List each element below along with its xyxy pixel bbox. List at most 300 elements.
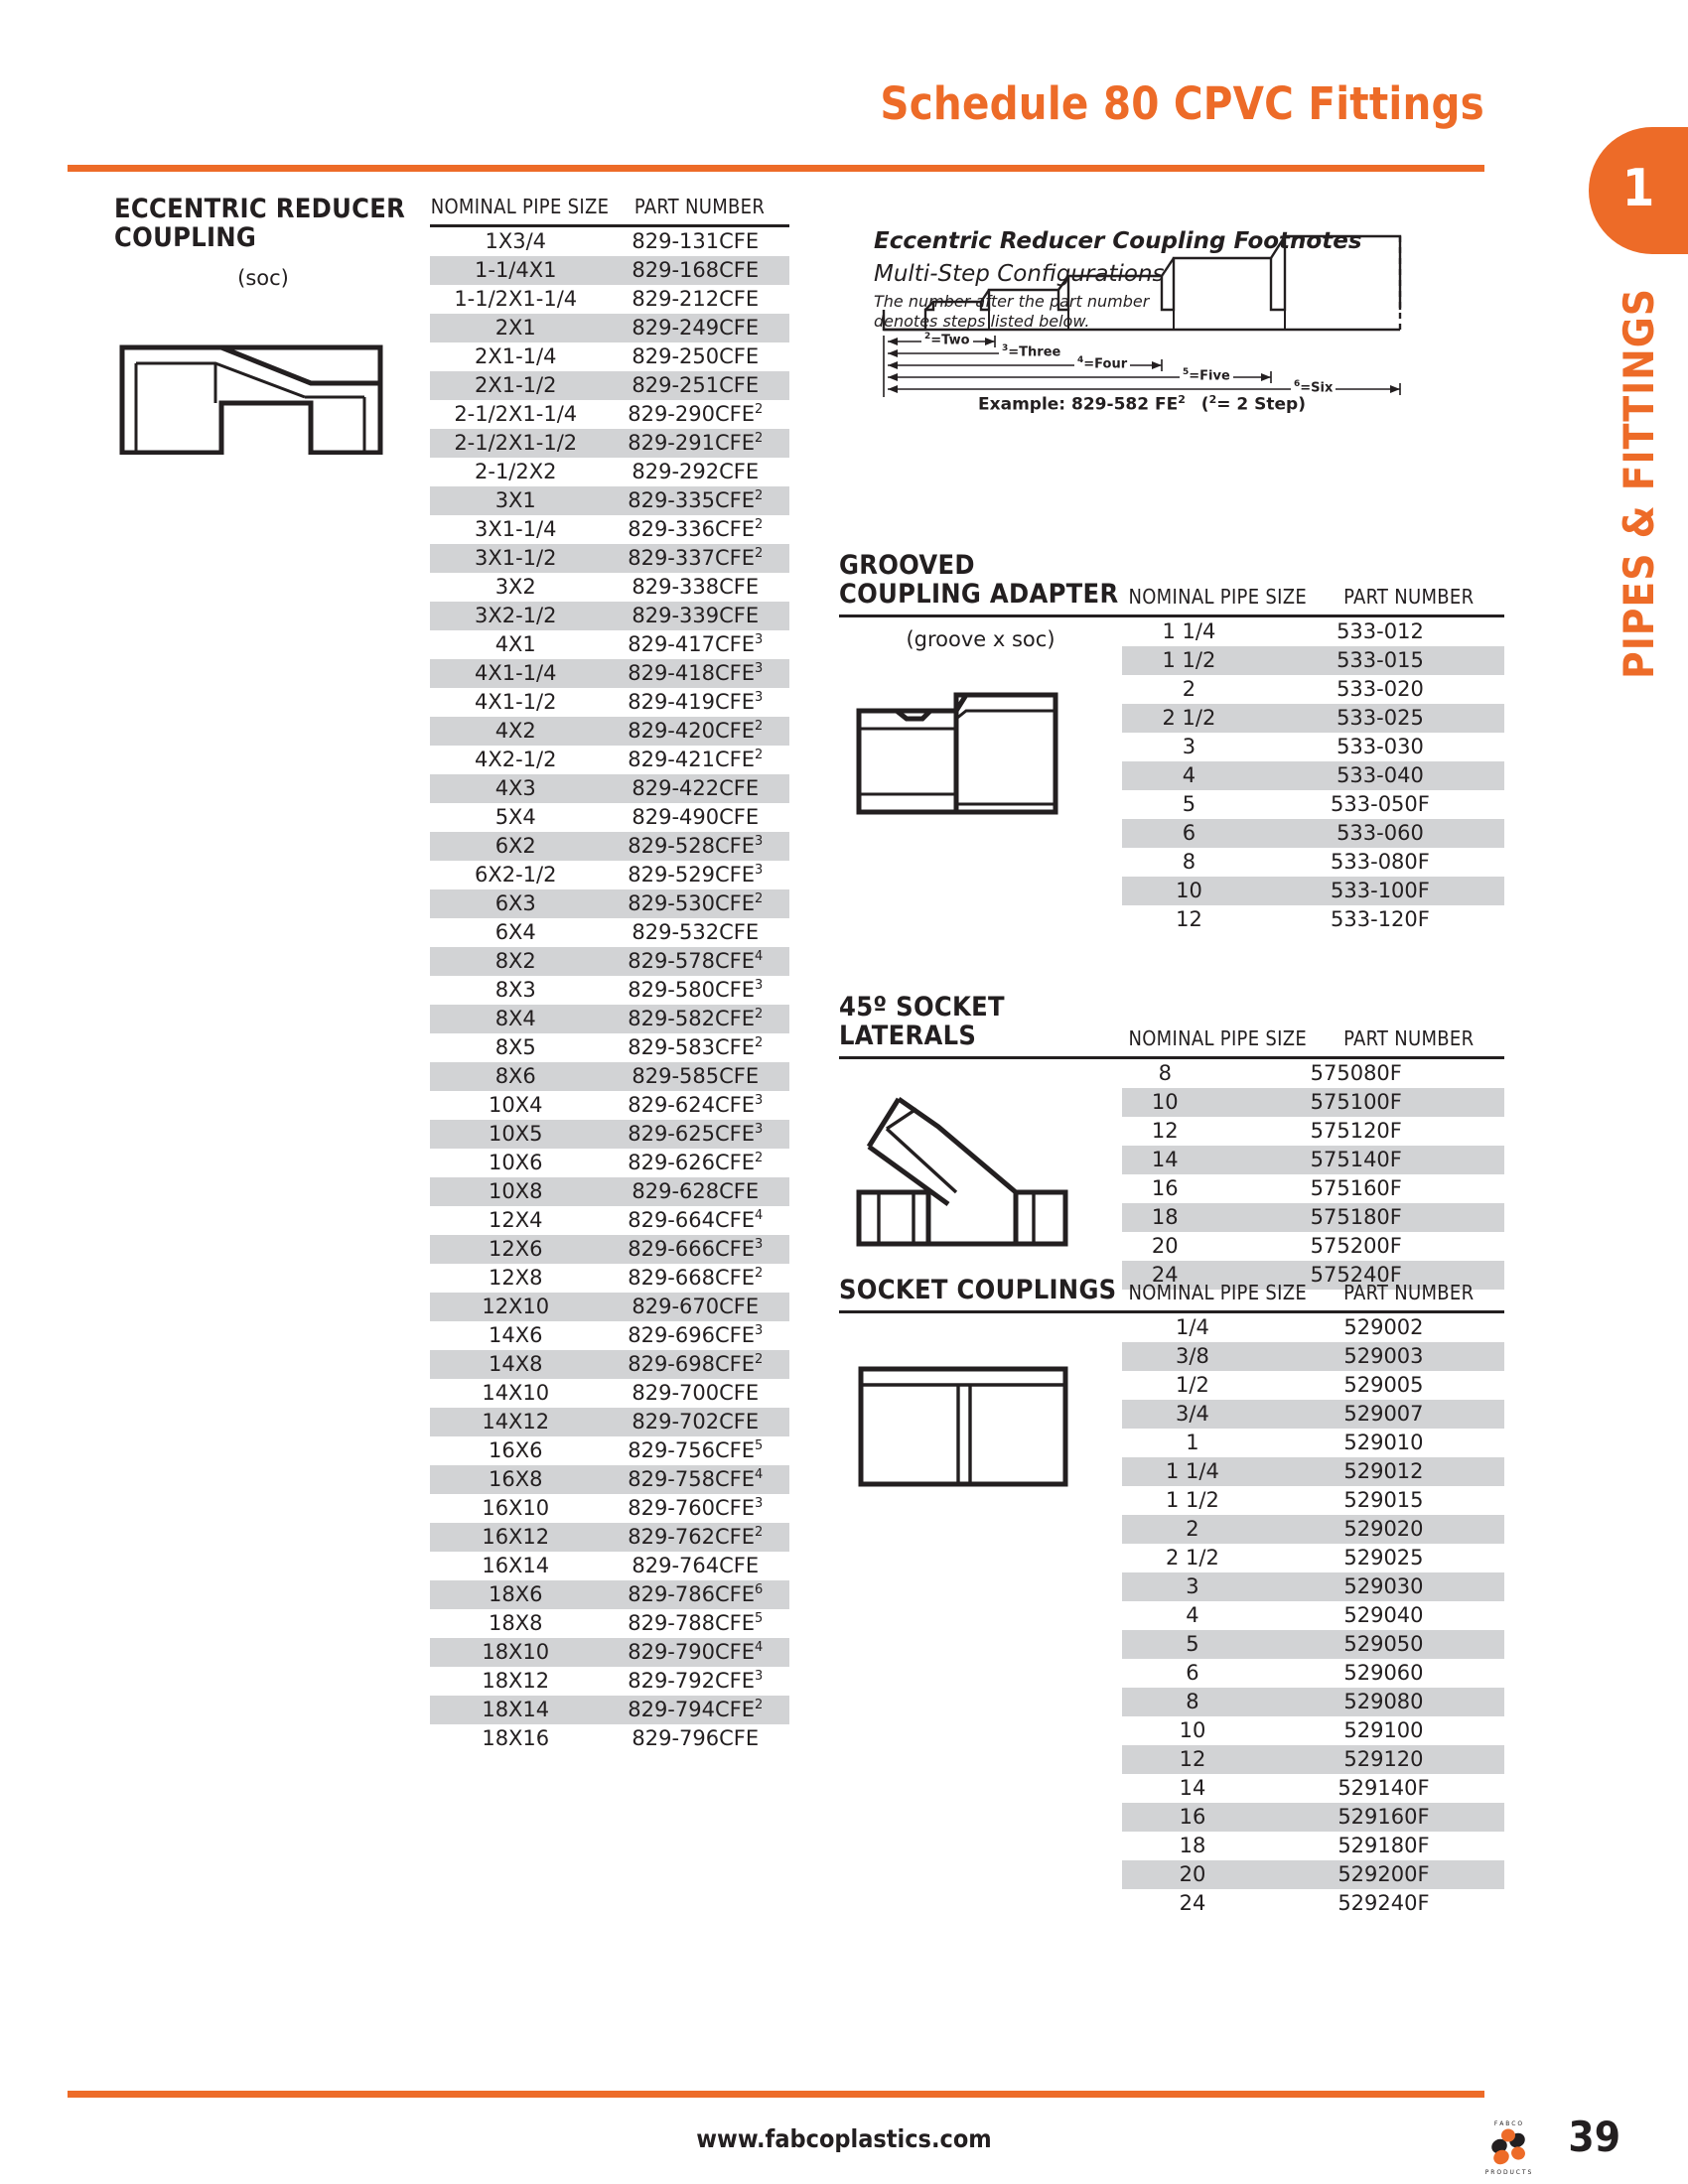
cell-nominal-pipe-size: 10X8 [430, 1177, 602, 1206]
cell-part-number: 829-670CFE [602, 1293, 790, 1321]
cell-nominal-pipe-size: 4 [1186, 1603, 1199, 1628]
cell-nominal-pipe-size: 14 [1122, 1146, 1208, 1174]
table-row [430, 774, 789, 803]
cell-nominal-pipe-size: 20 [1151, 1234, 1179, 1259]
cell-nominal-pipe-size: 1-1/4X1 [430, 256, 602, 285]
cell-part-number: 829-666CFE$^3$ [602, 1235, 790, 1264]
eccentric-reducer-heading-block [114, 195, 412, 290]
cell-nominal-pipe-size: 3 [1182, 735, 1196, 759]
table-row [430, 314, 789, 342]
cell-nominal-pipe-size: 24 [1122, 1261, 1208, 1290]
logo-bottom-text: P R O D U C T S [1484, 2169, 1532, 2176]
socket-couplings-drawing [839, 1339, 1122, 1502]
cell-nominal-pipe-size: 18X6 [430, 1580, 602, 1609]
table-row [430, 1293, 789, 1321]
table-row [1122, 877, 1504, 905]
cell-nominal-pipe-size: 1 1/2 [1122, 646, 1256, 675]
cell-part-number: 829-532CFE [632, 920, 760, 944]
cell-part-number: 829-490CFE [632, 805, 760, 829]
footnote-marker: 2 [754, 1035, 764, 1050]
cell-nominal-pipe-size: 12 [1122, 1745, 1263, 1774]
table-row [430, 1235, 789, 1264]
cell-part-number: 829-131CFE [632, 229, 760, 253]
footnote-marker: 2 [754, 546, 764, 561]
cell-nominal-pipe-size: 5X4 [494, 805, 536, 829]
cell-nominal-pipe-size: 16X10 [482, 1496, 550, 1520]
cell-part-number: 575240F [1208, 1261, 1505, 1290]
table-row [1122, 1232, 1504, 1261]
footnotes-body-line1: The number after the part number [874, 292, 1150, 311]
example-paren-open: ( [1200, 394, 1209, 415]
cell-nominal-pipe-size: 2 [1122, 1515, 1263, 1544]
footnotes-subtitle: Multi-Step Configurations [874, 261, 1165, 287]
cell-part-number: 829-758CFE$^4$ [602, 1465, 790, 1494]
eccentric-reducer-table [430, 227, 789, 1753]
cell-part-number: 575160F [1310, 1176, 1402, 1201]
cell-nominal-pipe-size: 12X4 [489, 1208, 543, 1232]
footnote-marker: 2 [754, 1698, 764, 1712]
cell-part-number: 575080F [1310, 1061, 1402, 1086]
cell-nominal-pipe-size: 2X1 [430, 314, 602, 342]
cell-part-number: 529030 [1263, 1572, 1504, 1601]
cell-nominal-pipe-size: 10 [1122, 877, 1256, 905]
table-row [1122, 617, 1504, 646]
footnote-marker: 3 [754, 1093, 764, 1108]
footnotes-body-line2: denotes steps listed below. [874, 312, 1090, 332]
table-row [430, 1523, 789, 1552]
table-row [1122, 1716, 1504, 1745]
table-row [430, 544, 789, 573]
cell-part-number: 829-418CFE$^3$ [602, 659, 790, 688]
table-row [430, 1436, 789, 1465]
table-row [430, 1408, 789, 1436]
cell-nominal-pipe-size: 2-1/2X1-1/2 [430, 429, 602, 458]
cell-nominal-pipe-size: 12X8 [489, 1266, 543, 1290]
cell-part-number: 575100F [1208, 1088, 1505, 1117]
footnotes-title: Eccentric Reducer Coupling Footnotes [874, 228, 1362, 254]
step-superscript: 2 [924, 332, 931, 341]
cell-nominal-pipe-size: 14 [1179, 1776, 1206, 1801]
table-row [1122, 1601, 1504, 1630]
cell-part-number: 529240F [1337, 1891, 1430, 1916]
footnote-marker: 3 [754, 1237, 764, 1252]
table-row [430, 688, 789, 717]
cell-part-number: 829-762CFE$^2$ [602, 1523, 790, 1552]
footnote-marker: 2 [754, 1007, 764, 1022]
eccentric-reducer-column-headers [430, 195, 789, 218]
grooved-column-header-nominal-pipe-size: NOMINAL PIPE SIZE [1128, 585, 1308, 610]
section-tab-number: 1 [1621, 159, 1655, 218]
table-row [430, 1206, 789, 1235]
footnote-marker: 3 [754, 863, 764, 878]
footnote-marker: 2 [754, 1151, 764, 1165]
table-row [1122, 1400, 1504, 1429]
cell-nominal-pipe-size: 8X5 [494, 1035, 536, 1059]
cell-nominal-pipe-size: 3 [1122, 1572, 1263, 1601]
step-label [921, 332, 973, 347]
example-superscript: 2 [1178, 393, 1186, 406]
section-tab-badge [1589, 127, 1688, 254]
cell-part-number: 829-339CFE [602, 602, 790, 630]
cell-nominal-pipe-size: 2X1-1/2 [430, 371, 602, 400]
cell-nominal-pipe-size: 3X1-1/4 [475, 517, 557, 541]
cell-nominal-pipe-size: 12 [1151, 1119, 1179, 1144]
table-row [430, 285, 789, 314]
cell-part-number: 829-583CFE$^2$ [628, 1035, 764, 1059]
cell-nominal-pipe-size: 12X10 [430, 1293, 602, 1321]
table-row [430, 1667, 789, 1696]
table-row [430, 1350, 789, 1379]
cell-nominal-pipe-size: 18 [1179, 1834, 1206, 1858]
cell-nominal-pipe-size: 1/2 [1176, 1373, 1209, 1398]
footnote-marker: 5 [754, 1438, 764, 1453]
fabco-logo [1477, 2116, 1539, 2182]
cell-part-number: 829-212CFE [632, 287, 760, 311]
cell-nominal-pipe-size: 1X3/4 [485, 229, 547, 253]
cell-part-number: 829-528CFE$^3$ [602, 832, 790, 861]
footnote-marker: 3 [754, 1122, 764, 1137]
cell-nominal-pipe-size: 4X3 [430, 774, 602, 803]
cell-part-number: 529140F [1337, 1776, 1430, 1801]
table-row [430, 1580, 789, 1609]
cell-part-number: 829-585CFE [602, 1062, 790, 1091]
table-row [430, 1264, 789, 1293]
cell-part-number: 829-421CFE$^2$ [628, 748, 764, 771]
cell-nominal-pipe-size: 4X1 [494, 632, 536, 656]
cell-part-number: 829-291CFE$^2$ [602, 429, 790, 458]
cell-part-number: 529180F [1337, 1834, 1430, 1858]
footnote-marker: 3 [754, 1496, 764, 1511]
cell-nominal-pipe-size: 10 [1179, 1718, 1206, 1743]
table-row [1122, 733, 1504, 761]
cell-nominal-pipe-size: 6X4 [494, 920, 536, 944]
cell-part-number: 829-702CFE [602, 1408, 790, 1436]
cell-nominal-pipe-size: 3/8 [1122, 1342, 1263, 1371]
cell-part-number: 533-100F [1256, 877, 1504, 905]
table-row [1122, 819, 1504, 848]
table-row [1122, 1457, 1504, 1486]
table-row [430, 803, 789, 832]
header-rule [68, 165, 1484, 172]
cell-part-number: 829-249CFE [602, 314, 790, 342]
logo-top-text: F A B C O [1493, 2120, 1523, 2127]
laterals-column-header-nominal-pipe-size: NOMINAL PIPE SIZE [1128, 1026, 1308, 1051]
section-tab [1589, 127, 1688, 679]
table-row [430, 1494, 789, 1523]
cell-nominal-pipe-size: 3X2-1/2 [430, 602, 602, 630]
cell-part-number: 829-422CFE [602, 774, 790, 803]
cell-nominal-pipe-size: 4X2-1/2 [475, 748, 557, 771]
cell-nominal-pipe-size: 3X1-1/2 [430, 544, 602, 573]
cell-nominal-pipe-size: 6X2-1/2 [475, 863, 557, 887]
cell-nominal-pipe-size: 12X6 [430, 1235, 602, 1264]
table-row [430, 342, 789, 371]
cell-nominal-pipe-size: 14X10 [482, 1381, 550, 1405]
cell-part-number: 829-419CFE$^3$ [628, 690, 764, 714]
cell-nominal-pipe-size: 3X2 [494, 575, 536, 599]
cell-part-number: 529012 [1263, 1457, 1504, 1486]
cell-nominal-pipe-size: 10X4 [489, 1093, 543, 1117]
step-superscript: 5 [1183, 367, 1190, 377]
footnote-marker: 2 [754, 1266, 764, 1281]
cell-part-number: 529100 [1343, 1718, 1424, 1743]
table-row [430, 1465, 789, 1494]
cell-part-number: 529025 [1343, 1546, 1424, 1570]
table-row [430, 400, 789, 429]
footnote-marker: 4 [754, 1467, 764, 1482]
cell-part-number: 829-582CFE$^2$ [602, 1005, 790, 1033]
cell-part-number: 533-080F [1331, 850, 1430, 875]
cell-part-number: 829-668CFE$^2$ [628, 1266, 764, 1290]
cell-part-number: 829-698CFE$^2$ [602, 1350, 790, 1379]
cell-nominal-pipe-size: 2 [1182, 677, 1196, 702]
table-row [430, 515, 789, 544]
cell-part-number: 529160F [1263, 1803, 1504, 1832]
table-row [430, 1091, 789, 1120]
table-row [430, 717, 789, 746]
cell-part-number: 529007 [1263, 1400, 1504, 1429]
cell-part-number: 529002 [1343, 1315, 1424, 1340]
cell-nominal-pipe-size: 2-1/2X1-1/4 [454, 402, 578, 426]
cell-part-number: 829-786CFE$^6$ [602, 1580, 790, 1609]
footnote-marker: 2 [754, 488, 764, 503]
cell-part-number: 529080 [1263, 1688, 1504, 1716]
socket-laterals-section [839, 993, 1504, 1290]
table-row [430, 602, 789, 630]
table-row [1122, 1889, 1504, 1918]
footer-url[interactable]: www.fabcoplastics.com [696, 2124, 992, 2153]
cell-nominal-pipe-size: 16X12 [430, 1523, 602, 1552]
footnote-marker: 5 [754, 1611, 764, 1626]
footnote-marker: 3 [754, 661, 764, 676]
cell-part-number: 829-530CFE$^2$ [602, 889, 790, 918]
socket-couplings-table [1122, 1313, 1504, 1918]
footnotes-body [874, 292, 1172, 332]
cell-nominal-pipe-size: 1 1/2 [1166, 1488, 1219, 1513]
cell-part-number: 829-790CFE$^4$ [602, 1638, 790, 1667]
table-row [1122, 1860, 1504, 1889]
cell-nominal-pipe-size: 4X1-1/4 [430, 659, 602, 688]
table-row [430, 486, 789, 515]
table-row [430, 429, 789, 458]
table-row [430, 630, 789, 659]
cell-part-number: 829-338CFE [632, 575, 760, 599]
cell-nominal-pipe-size: 8 [1158, 1061, 1172, 1086]
table-row [430, 371, 789, 400]
cell-part-number: 575140F [1208, 1146, 1505, 1174]
cell-nominal-pipe-size: 1 1/4 [1162, 619, 1216, 644]
socket-couplings-section [839, 1276, 1504, 1918]
cell-nominal-pipe-size: 10X5 [430, 1120, 602, 1149]
cell-part-number: 829-696CFE$^3$ [628, 1323, 764, 1347]
grooved-coupling-adapter-table [1122, 617, 1504, 934]
step-text: =Two [930, 333, 970, 348]
table-row [430, 256, 789, 285]
cell-part-number: 829-420CFE$^2$ [602, 717, 790, 746]
table-row [430, 1005, 789, 1033]
footnote-marker: 3 [754, 1669, 764, 1684]
table-row [1122, 1630, 1504, 1659]
footnote-marker: 3 [754, 834, 764, 849]
eccentric-reducer-title-line2: COUPLING [114, 222, 257, 254]
table-row [1122, 1803, 1504, 1832]
table-row [430, 746, 789, 774]
cell-part-number: 575180F [1208, 1203, 1505, 1232]
cell-part-number: 829-290CFE$^2$ [628, 402, 764, 426]
cell-part-number: 529200F [1263, 1860, 1504, 1889]
table-row [430, 1609, 789, 1638]
cell-part-number: 533-020 [1336, 677, 1424, 702]
table-row [1122, 1174, 1504, 1203]
cell-part-number: 829-664CFE$^4$ [628, 1208, 764, 1232]
cell-nominal-pipe-size: 6X3 [430, 889, 602, 918]
cell-nominal-pipe-size: 1/4 [1176, 1315, 1209, 1340]
cell-nominal-pipe-size: 18X14 [430, 1696, 602, 1724]
table-row [1122, 761, 1504, 790]
cell-part-number: 529020 [1263, 1515, 1504, 1544]
table-row [1122, 1515, 1504, 1544]
page-number: 39 [1568, 2113, 1620, 2161]
example-prefix: Example: 829-582 FE [978, 394, 1179, 415]
table-row [1122, 1371, 1504, 1400]
step-label [999, 343, 1063, 359]
cell-nominal-pipe-size: 18X16 [482, 1726, 550, 1750]
grooved-connection-note: (groove x soc) [906, 627, 1055, 652]
table-row [430, 918, 789, 947]
cell-nominal-pipe-size: 4X1-1/2 [475, 690, 557, 714]
cell-part-number: 829-788CFE$^5$ [628, 1611, 764, 1635]
cell-nominal-pipe-size: 8 [1182, 850, 1196, 875]
cell-part-number: 829-335CFE$^2$ [602, 486, 790, 515]
table-row [430, 1638, 789, 1667]
socket-couplings-title: SOCKET COUPLINGS [839, 1275, 1117, 1305]
table-row [430, 458, 789, 486]
table-row [430, 861, 789, 889]
cell-nominal-pipe-size: 14X6 [489, 1323, 543, 1347]
footnote-marker: 2 [754, 1352, 764, 1367]
step-superscript: 6 [1294, 379, 1301, 389]
cell-nominal-pipe-size: 16 [1151, 1176, 1179, 1201]
cell-part-number: 533-120F [1331, 907, 1430, 932]
table-row [1122, 1688, 1504, 1716]
footer-rule [68, 2091, 1484, 2098]
cell-part-number: 533-060 [1256, 819, 1504, 848]
table-row [430, 832, 789, 861]
cell-nominal-pipe-size: 24 [1179, 1891, 1206, 1916]
cell-nominal-pipe-size: 1 [1186, 1431, 1199, 1455]
cell-part-number: 529120 [1263, 1745, 1504, 1774]
step-label [1180, 367, 1233, 383]
table-row [430, 573, 789, 602]
table-row [1122, 1088, 1504, 1117]
table-row [1122, 1429, 1504, 1457]
table-row [1122, 1774, 1504, 1803]
multi-step-example [864, 393, 1420, 415]
cell-nominal-pipe-size: 3/4 [1122, 1400, 1263, 1429]
table-row [430, 1552, 789, 1580]
cell-nominal-pipe-size: 8X2 [430, 947, 602, 976]
table-row [430, 659, 789, 688]
cell-part-number: 529040 [1343, 1603, 1424, 1628]
cell-part-number: 829-760CFE$^3$ [628, 1496, 764, 1520]
cell-part-number: 575120F [1310, 1119, 1402, 1144]
cell-nominal-pipe-size: 4X2 [430, 717, 602, 746]
cell-nominal-pipe-size: 12 [1176, 907, 1202, 932]
footnote-marker: 4 [754, 1208, 764, 1223]
cell-part-number: 829-578CFE$^4$ [602, 947, 790, 976]
cell-nominal-pipe-size: 16X6 [489, 1438, 543, 1462]
cell-part-number: 533-050F [1331, 792, 1430, 817]
footnote-marker: 3 [754, 978, 764, 993]
table-row [430, 1724, 789, 1753]
cell-nominal-pipe-size: 10 [1122, 1088, 1208, 1117]
column-header-nominal-pipe-size: NOMINAL PIPE SIZE [430, 195, 610, 218]
cell-part-number: 829-756CFE$^5$ [628, 1438, 764, 1462]
cell-nominal-pipe-size: 10X6 [489, 1151, 543, 1174]
table-row [1122, 905, 1504, 934]
table-row [1122, 1832, 1504, 1860]
section-tab-label-wrap [1589, 288, 1688, 679]
cell-nominal-pipe-size: 16X14 [482, 1554, 550, 1577]
table-row [1122, 646, 1504, 675]
cell-part-number: 829-417CFE$^3$ [628, 632, 764, 656]
eccentric-reducer-title-line1: ECCENTRIC REDUCER [114, 194, 406, 224]
cell-nominal-pipe-size: 8X3 [494, 978, 536, 1002]
cell-part-number: 529015 [1343, 1488, 1424, 1513]
cell-nominal-pipe-size: 5 [1182, 792, 1196, 817]
footnote-marker: 3 [754, 1323, 764, 1338]
cell-part-number: 575200F [1310, 1234, 1402, 1259]
table-row [430, 1696, 789, 1724]
grooved-coupling-adapter-section [839, 551, 1504, 934]
socket-laterals-title: 45º SOCKET LATERALS [839, 992, 1005, 1052]
cell-part-number: 533-040 [1256, 761, 1504, 790]
footnote-marker: 2 [754, 891, 764, 906]
cell-part-number: 829-764CFE [632, 1554, 760, 1577]
page-title: Schedule 80 CPVC Fittings [880, 77, 1484, 130]
cell-nominal-pipe-size: 14X12 [430, 1408, 602, 1436]
cell-part-number: 829-580CFE$^3$ [628, 978, 764, 1002]
footnote-marker: 2 [754, 431, 764, 446]
couplings-column-header-nominal-pipe-size: NOMINAL PIPE SIZE [1128, 1281, 1308, 1305]
cell-nominal-pipe-size: 16 [1122, 1803, 1263, 1832]
cell-nominal-pipe-size: 2 1/2 [1122, 704, 1256, 733]
cell-part-number: 829-292CFE [632, 460, 760, 483]
cell-part-number: 829-336CFE$^2$ [628, 517, 764, 541]
cell-part-number: 533-015 [1256, 646, 1504, 675]
cell-nominal-pipe-size: 20 [1122, 1860, 1263, 1889]
cell-nominal-pipe-size: 18X10 [430, 1638, 602, 1667]
grooved-coupling-adapter-title: GROOVED COUPLING ADAPTER [839, 550, 1119, 611]
footnote-marker: 2 [754, 719, 764, 734]
table-row [430, 1033, 789, 1062]
table-row [1122, 1572, 1504, 1601]
example-step-text: = 2 Step) [1216, 394, 1306, 415]
step-text: =Six [1300, 380, 1334, 396]
cell-part-number: 533-030 [1336, 735, 1424, 759]
socket-laterals-table [1122, 1059, 1504, 1290]
footnote-marker: 6 [754, 1582, 764, 1597]
cell-nominal-pipe-size: 2-1/2X2 [475, 460, 557, 483]
table-row [430, 1120, 789, 1149]
cell-part-number: 529010 [1343, 1431, 1424, 1455]
cell-nominal-pipe-size: 18X8 [489, 1611, 543, 1635]
table-row [1122, 790, 1504, 819]
cell-nominal-pipe-size: 2 1/2 [1166, 1546, 1219, 1570]
table-row [430, 947, 789, 976]
table-row [1122, 1659, 1504, 1688]
table-row [1122, 848, 1504, 877]
